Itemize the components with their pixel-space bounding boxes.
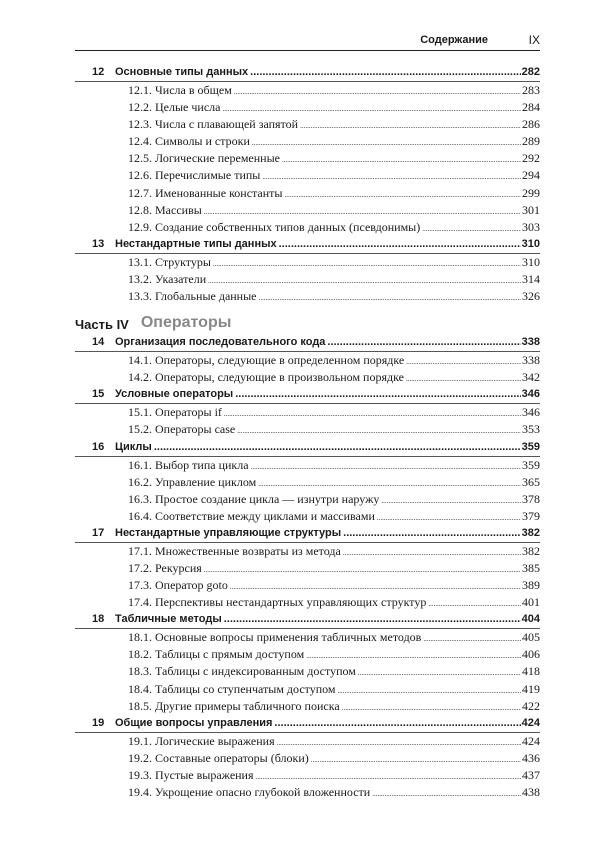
section-title: 12.5. Логические переменные xyxy=(128,151,280,166)
section-title: 16.4. Соответствие между циклами и массивами xyxy=(128,508,375,523)
page-number: IX xyxy=(528,33,540,47)
chapter-number: 18 xyxy=(92,613,105,626)
part-title: Операторы xyxy=(140,314,232,332)
chapter-number: 12 xyxy=(92,66,105,78)
toc-section-entry xyxy=(75,681,540,698)
section-page: 379 xyxy=(522,508,540,523)
toc-chapter-entry xyxy=(75,64,540,82)
toc-section-entry xyxy=(75,99,540,116)
toc-section-entry xyxy=(75,560,540,577)
section-title: 12.9. Создание собственных типов данных (псевдонимы) xyxy=(128,219,421,234)
toc-chapter-entry xyxy=(75,334,540,352)
toc-section-entry xyxy=(75,784,540,801)
dot-leader xyxy=(279,236,521,252)
section-title: 17.2. Рекурсия xyxy=(128,560,202,575)
section-title: 15.2. Операторы case xyxy=(128,422,236,437)
section-title: 14.2. Операторы, следующие в произвольном порядке xyxy=(128,370,404,385)
section-page: 365 xyxy=(522,474,540,489)
toc-chapter-entry xyxy=(75,525,540,543)
section-page: 346 xyxy=(522,405,540,420)
chapter-number: 17 xyxy=(92,526,105,539)
section-title: 13.1. Структуры xyxy=(128,254,211,269)
section-title: 12.2. Целые числа xyxy=(128,100,221,115)
section-page: 424 xyxy=(522,733,540,748)
chapter-title: Табличные методы xyxy=(115,613,222,626)
toc-chapter-entry xyxy=(75,386,540,404)
chapter-number: 13 xyxy=(92,237,105,250)
toc-section-entry xyxy=(75,543,540,560)
section-page: 385 xyxy=(522,560,540,575)
dot-leader xyxy=(343,525,521,541)
toc-chapter-entry xyxy=(75,439,540,457)
section-page: 382 xyxy=(522,543,540,558)
chapter-page: 282 xyxy=(521,66,540,78)
toc-section-entry xyxy=(75,352,540,369)
section-title: 12.1. Числа в общем xyxy=(128,83,232,97)
toc-section-entry xyxy=(75,491,540,508)
section-title: 15.1. Операторы if xyxy=(128,405,222,420)
section-title: 17.4. Перспективы нестандартных управляющих структур xyxy=(128,595,427,610)
section-page: 406 xyxy=(522,647,540,662)
chapter-number: 14 xyxy=(92,336,105,349)
section-title: 12.3. Числа с плавающей запятой xyxy=(128,117,299,132)
toc-section-entry xyxy=(75,457,540,474)
chapter-title: Основные типы данных xyxy=(115,66,249,78)
section-title: 12.4. Символы и строки xyxy=(128,134,250,149)
chapter-page: 346 xyxy=(521,388,540,401)
toc-part-heading xyxy=(75,307,540,334)
chapter-title: Нестандартные типы данных xyxy=(115,237,277,250)
running-header xyxy=(75,32,540,51)
toc-section-entry xyxy=(75,271,540,288)
chapter-title: Организация последовательного кода xyxy=(115,336,326,349)
toc-section-entry xyxy=(75,404,540,421)
section-title: 16.1. Выбор типа цикла xyxy=(128,457,249,472)
toc-section-entry xyxy=(75,288,540,305)
section-page: 284 xyxy=(522,100,540,115)
chapter-page: 359 xyxy=(521,440,540,453)
section-title: 13.3. Глобальные данные xyxy=(128,289,257,304)
toc-chapter-entry xyxy=(75,715,540,733)
section-page: 405 xyxy=(522,630,540,645)
toc-section-entry xyxy=(75,202,540,219)
toc-chapter-entry xyxy=(75,611,540,629)
section-title: 19.3. Пустые выражения xyxy=(128,767,254,782)
toc-section-entry xyxy=(75,369,540,386)
section-page: 378 xyxy=(522,491,540,506)
section-page: 342 xyxy=(522,370,540,385)
toc-section-entry xyxy=(75,594,540,611)
section-title: 18.2. Таблицы с прямым доступом xyxy=(128,647,305,662)
chapter-number: 16 xyxy=(92,440,105,453)
section-page: 438 xyxy=(522,785,540,799)
toc-section-entry xyxy=(75,421,540,438)
part-label: Часть IV xyxy=(75,317,129,333)
section-page: 353 xyxy=(522,422,540,437)
dot-leader xyxy=(250,64,520,80)
section-page: 303 xyxy=(522,219,540,234)
toc-section-entry xyxy=(75,185,540,202)
toc-chapter-entry xyxy=(75,236,540,254)
toc-section-entry xyxy=(75,133,540,150)
section-page: 301 xyxy=(522,202,540,217)
section-page: 422 xyxy=(522,698,540,713)
toc-section-entry xyxy=(75,254,540,271)
section-page: 289 xyxy=(522,134,540,149)
section-page: 314 xyxy=(522,271,540,286)
chapter-page: 424 xyxy=(521,716,540,729)
section-title: 19.1. Логические выражения xyxy=(128,733,275,748)
section-page: 338 xyxy=(522,353,540,368)
section-page: 310 xyxy=(522,254,540,269)
toc-section-entry xyxy=(75,219,540,236)
toc-section-entry xyxy=(75,698,540,715)
section-title: 12.8. Массивы xyxy=(128,202,202,217)
section-page: 419 xyxy=(522,681,540,696)
section-title: 19.4. Укрощение опасно глубокой вложенности xyxy=(128,785,371,799)
toc-section-entry xyxy=(75,82,540,99)
chapter-title: Нестандартные управляющие структуры xyxy=(115,526,342,539)
dot-leader xyxy=(154,439,521,455)
toc-section-entry xyxy=(75,474,540,491)
section-title: 14.1. Операторы, следующие в определенном порядке xyxy=(128,353,405,368)
toc-section-entry xyxy=(75,629,540,646)
section-page: 326 xyxy=(522,289,540,304)
toc-section-entry xyxy=(75,733,540,750)
section-title: 13.2. Указатели xyxy=(128,271,207,286)
section-page: 359 xyxy=(522,457,540,472)
toc-section-entry xyxy=(75,663,540,680)
toc-section-entry xyxy=(75,646,540,663)
toc-section-entry xyxy=(75,577,540,594)
section-title: 18.5. Другие примеры табличного поиска xyxy=(128,698,340,713)
section-title: 16.2. Управление циклом xyxy=(128,474,257,489)
section-page: 437 xyxy=(522,767,540,782)
chapter-title: Циклы xyxy=(115,440,152,453)
chapter-title: Условные операторы xyxy=(115,388,234,401)
dot-leader xyxy=(327,334,520,350)
section-page: 299 xyxy=(522,185,540,200)
section-page: 286 xyxy=(522,117,540,132)
chapter-page: 382 xyxy=(521,526,540,539)
toc-section-entry xyxy=(75,116,540,133)
section-title: 18.1. Основные вопросы применения табличных методов xyxy=(128,630,422,645)
section-page: 292 xyxy=(522,151,540,166)
chapter-number: 19 xyxy=(92,716,105,729)
section-title: 16.3. Простое создание цикла — изнутри наружу xyxy=(128,491,380,506)
section-page: 436 xyxy=(522,750,540,765)
toc-section-entry xyxy=(75,508,540,525)
chapter-page: 338 xyxy=(521,336,540,349)
section-title: 12.7. Именованные константы xyxy=(128,185,283,200)
section-page: 401 xyxy=(522,595,540,610)
section-page: 418 xyxy=(522,664,540,679)
toc-section-entry xyxy=(75,167,540,184)
section-title: 12.6. Перечислимые типы xyxy=(128,168,261,183)
dot-leader xyxy=(372,786,521,803)
table-of-contents xyxy=(75,64,540,801)
section-title: 19.2. Составные операторы (блоки) xyxy=(128,750,309,765)
toc-section-entry xyxy=(75,750,540,767)
section-page: 389 xyxy=(522,578,540,593)
chapter-page: 404 xyxy=(521,613,540,626)
dot-leader xyxy=(235,386,520,402)
section-title: 18.3. Таблицы с индексированным доступом xyxy=(128,664,356,679)
dot-leader xyxy=(224,611,521,627)
chapter-page: 310 xyxy=(521,237,540,250)
section-page: 294 xyxy=(522,168,540,183)
section-page: 283 xyxy=(522,83,540,97)
chapter-title: Общие вопросы управления xyxy=(115,716,273,729)
toc-section-entry xyxy=(75,150,540,167)
chapter-number: 15 xyxy=(92,388,105,401)
toc-section-entry xyxy=(75,767,540,784)
section-title: 17.1. Множественные возвраты из метода xyxy=(128,543,341,558)
dot-leader xyxy=(274,715,520,731)
section-title: 18.4. Таблицы со ступенчатым доступом xyxy=(128,681,336,696)
running-header-title: Содержание xyxy=(420,34,488,46)
dot-leader xyxy=(259,290,522,307)
section-title: 17.3. Оператор goto xyxy=(128,578,228,593)
